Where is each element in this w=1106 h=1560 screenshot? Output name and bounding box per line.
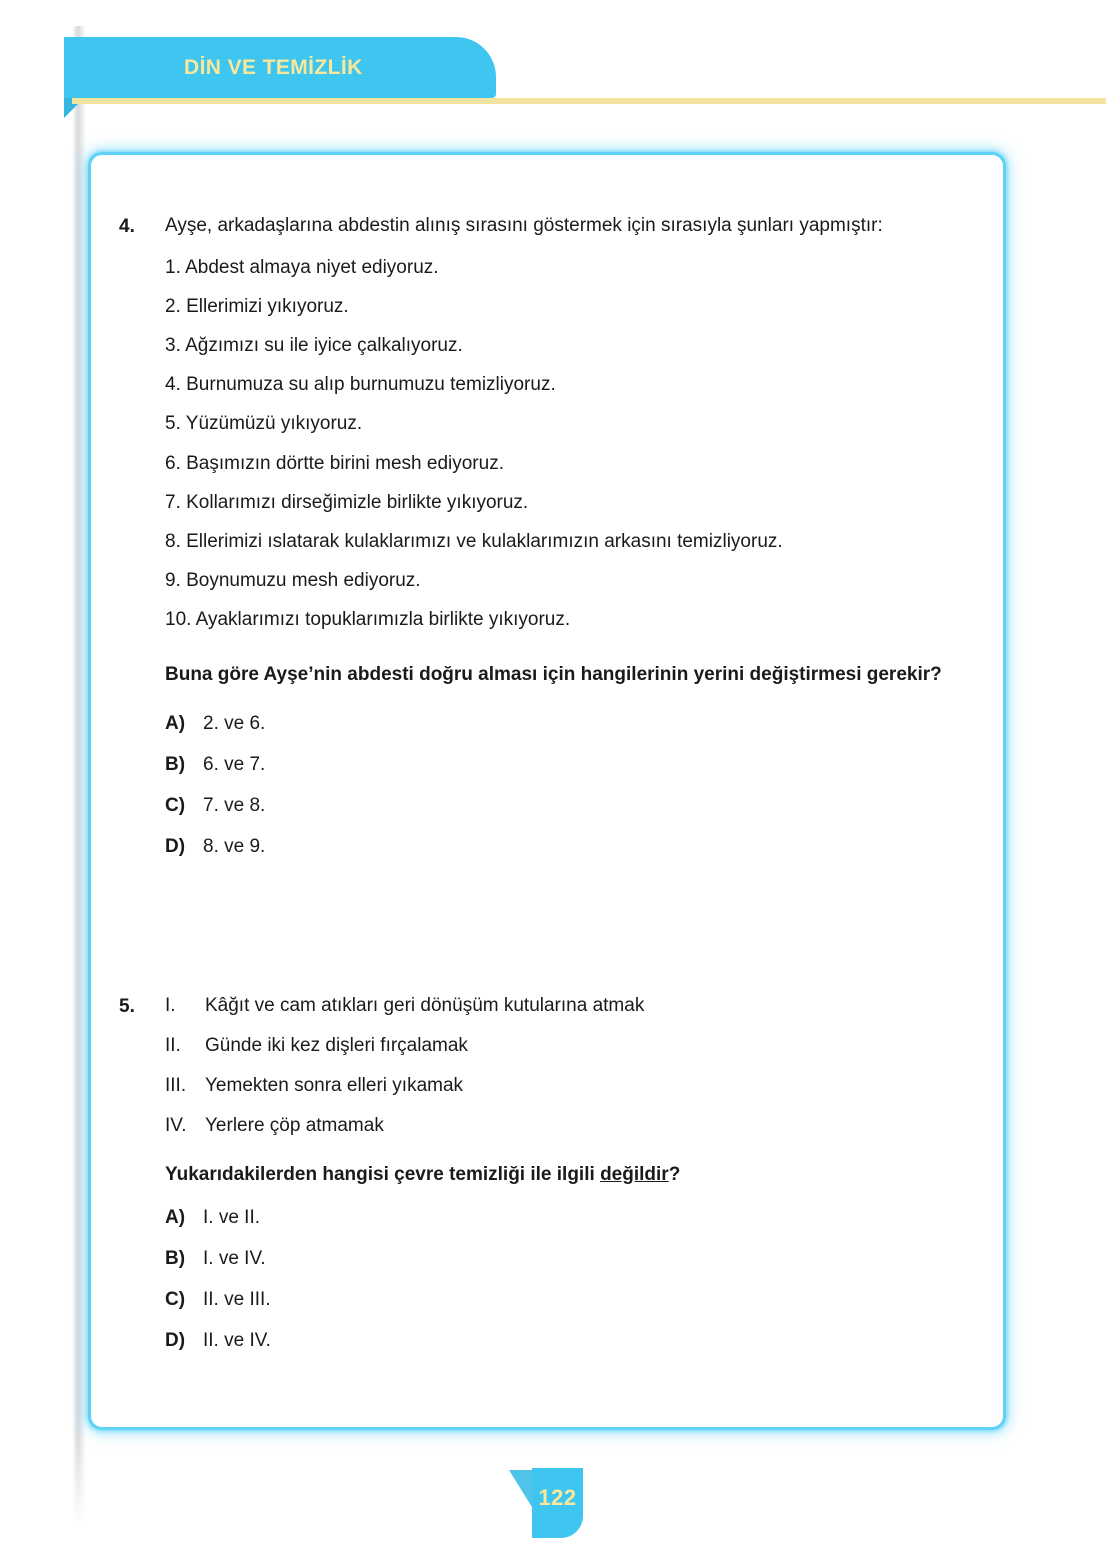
page-spine-fade-bottom: [72, 1440, 86, 1560]
list-item: 3. Ağzımızı su ile iyice çalkalıyoruz.: [165, 335, 463, 357]
list-item: 6. Başımızın dörtte birini mesh ediyoruz.: [165, 452, 504, 474]
option-d[interactable]: [165, 834, 963, 861]
header-divider-rule: [72, 98, 1106, 104]
question-5-roman-list: [165, 993, 963, 1140]
option-b[interactable]: [165, 752, 963, 779]
chapter-header: [0, 0, 1106, 140]
list-item: 5. Yüzümüzü yıkıyoruz.: [165, 413, 363, 435]
option-b-letter: B): [165, 754, 186, 775]
exercise-card-content: [91, 155, 1009, 1433]
option-c-letter: C): [165, 794, 186, 816]
option-c[interactable]: [165, 793, 963, 820]
question-4-step-list: [165, 254, 963, 634]
question-5-prompt: [165, 1162, 963, 1189]
list-item: 7. Kollarımızı dirseğimizle birlikte yıkıyoruz.: [165, 491, 529, 513]
roman-mark-iv: IV.: [165, 1114, 187, 1136]
roman-text-ii: Günde iki kez dişleri fırçalamak: [205, 1034, 468, 1056]
question-5-options: [165, 1205, 963, 1355]
list-item: 4. Burnumuza su alıp burnumuzu temizliyoruz.: [165, 374, 556, 396]
option-a[interactable]: [165, 1205, 963, 1232]
option-b-text: 6. ve 7.: [203, 754, 266, 775]
option-b-text: I. ve IV.: [203, 1247, 266, 1269]
question-4: [119, 213, 963, 875]
option-c-text: 7. ve 8.: [203, 794, 266, 816]
page-number-badge: [532, 1468, 583, 1538]
list-item: 2. Ellerimizi yıkıyoruz.: [165, 296, 349, 318]
list-item: [165, 993, 963, 1020]
list-item: [165, 1073, 963, 1100]
option-b-letter: B): [165, 1247, 186, 1269]
option-c-letter: C): [165, 1288, 186, 1310]
option-c-text: II. ve III.: [203, 1288, 271, 1310]
roman-mark-iii: III.: [165, 1074, 187, 1096]
list-item: 9. Boynumuzu mesh ediyoruz.: [165, 569, 421, 591]
question-4-stem: Ayşe, arkadaşlarına abdestin alınış sırasını göstermek için sırasıyla şunları yapmıştır:: [165, 215, 883, 236]
option-b[interactable]: [165, 1246, 963, 1273]
roman-text-iii: Yemekten sonra elleri yıkamak: [205, 1074, 464, 1096]
list-item: 1. Abdest almaya niyet ediyoruz.: [165, 256, 439, 278]
option-d-text: 8. ve 9.: [203, 835, 266, 857]
option-a-text: 2. ve 6.: [203, 713, 266, 735]
question-5-prompt-prefix: Yukarıdakilerden hangisi çevre temizliği ile ilgili: [165, 1163, 601, 1185]
question-4-number: 4.: [119, 216, 135, 237]
list-item: 8. Ellerimizi ıslatarak kulaklarımızı ve kulaklarımızın arkasını temizliyoruz.: [165, 530, 783, 552]
question-5-number: 5.: [119, 995, 135, 1017]
option-d-letter: D): [165, 1329, 186, 1351]
question-4-options: [165, 711, 963, 861]
page-spine-shadow: [72, 0, 86, 1560]
chapter-title: DİN VE TEMİZLİK: [184, 55, 363, 79]
question-5-prompt-suffix: ?: [668, 1163, 681, 1185]
roman-mark-ii: II.: [165, 1034, 181, 1056]
option-a-letter: A): [165, 713, 186, 735]
list-item: 10. Ayaklarımızı topuklarımızla birlikte yıkıyoruz.: [165, 608, 571, 630]
page-number: 122: [538, 1485, 577, 1510]
option-a[interactable]: [165, 711, 963, 738]
option-d-text: II. ve IV.: [203, 1329, 271, 1351]
option-d[interactable]: [165, 1328, 963, 1355]
roman-mark-i: I.: [165, 994, 176, 1016]
option-a-letter: A): [165, 1206, 186, 1228]
list-item: [165, 1033, 963, 1060]
chapter-banner: [64, 37, 496, 98]
page-number-ribbon: [509, 1468, 605, 1546]
question-4-prompt: Buna göre Ayşe’nin abdesti doğru alması için hangilerinin yerini değiştirmesi gerekir?: [165, 664, 942, 686]
exercise-card: [88, 152, 1006, 1430]
roman-text-iv: Yerlere çöp atmamak: [205, 1114, 384, 1136]
question-5: [119, 993, 963, 1369]
list-item: [165, 1113, 963, 1140]
question-5-prompt-negation: değildir: [600, 1163, 669, 1185]
option-c[interactable]: [165, 1287, 963, 1314]
roman-text-i: Kâğıt ve cam atıkları geri dönüşüm kutularına atmak: [205, 994, 645, 1016]
option-a-text: I. ve II.: [203, 1206, 261, 1228]
option-d-letter: D): [165, 835, 186, 857]
